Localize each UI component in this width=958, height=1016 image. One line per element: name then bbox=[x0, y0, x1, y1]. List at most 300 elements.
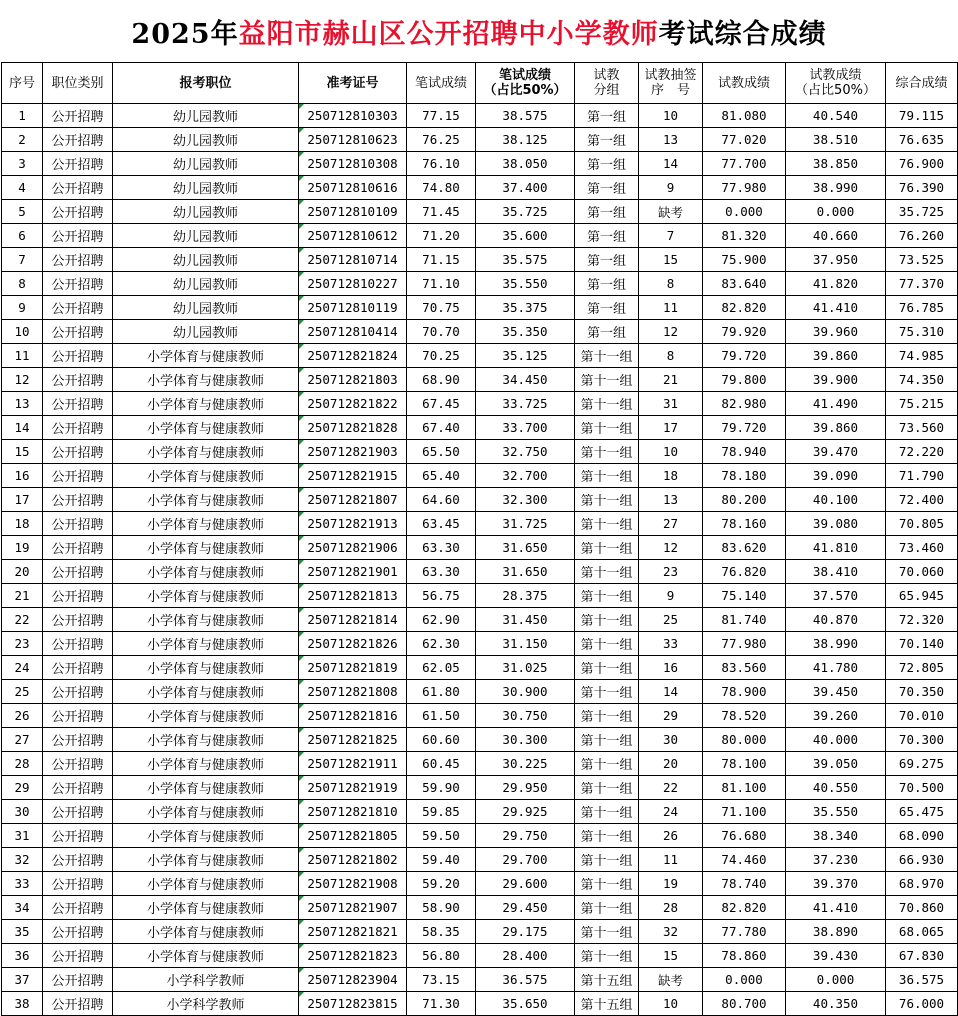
cell-group: 第一组 bbox=[575, 224, 639, 248]
cell-group: 第十一组 bbox=[575, 464, 639, 488]
cell-total: 70.300 bbox=[886, 728, 958, 752]
cell-seq: 38 bbox=[2, 992, 43, 1016]
cell-written: 68.90 bbox=[407, 368, 476, 392]
cell-written: 74.80 bbox=[407, 176, 476, 200]
cell-trial: 78.740 bbox=[703, 872, 786, 896]
cell-trial-pct: 38.510 bbox=[786, 128, 886, 152]
cell-trial: 79.720 bbox=[703, 416, 786, 440]
cell-position: 小学体育与健康教师 bbox=[113, 680, 299, 704]
cell-category: 公开招聘 bbox=[43, 104, 113, 128]
cell-exam-id: 250712821813 bbox=[299, 584, 407, 608]
cell-position: 小学体育与健康教师 bbox=[113, 704, 299, 728]
cell-seq: 11 bbox=[2, 344, 43, 368]
cell-trial: 80.200 bbox=[703, 488, 786, 512]
cell-trial: 0.000 bbox=[703, 968, 786, 992]
cell-position: 小学体育与健康教师 bbox=[113, 920, 299, 944]
cell-category: 公开招聘 bbox=[43, 296, 113, 320]
cell-written-pct: 28.375 bbox=[476, 584, 575, 608]
cell-written: 70.75 bbox=[407, 296, 476, 320]
cell-exam-id: 250712823904 bbox=[299, 968, 407, 992]
cell-written: 71.10 bbox=[407, 272, 476, 296]
table-row bbox=[2, 368, 958, 392]
cell-written: 67.40 bbox=[407, 416, 476, 440]
cell-group: 第十一组 bbox=[575, 776, 639, 800]
cell-draw-number: 10 bbox=[639, 440, 703, 464]
cell-total: 75.310 bbox=[886, 320, 958, 344]
cell-written-pct: 38.575 bbox=[476, 104, 575, 128]
cell-group: 第一组 bbox=[575, 176, 639, 200]
cell-exam-id: 250712810303 bbox=[299, 104, 407, 128]
cell-trial: 82.820 bbox=[703, 296, 786, 320]
header-category: 职位类别 bbox=[43, 63, 113, 104]
cell-group: 第一组 bbox=[575, 296, 639, 320]
header-draw-number: 试教抽签 序 号 bbox=[639, 63, 703, 104]
cell-category: 公开招聘 bbox=[43, 896, 113, 920]
cell-group: 第一组 bbox=[575, 320, 639, 344]
table-row bbox=[2, 656, 958, 680]
table-row bbox=[2, 752, 958, 776]
cell-category: 公开招聘 bbox=[43, 464, 113, 488]
cell-group: 第一组 bbox=[575, 272, 639, 296]
cell-draw-number: 13 bbox=[639, 128, 703, 152]
cell-total: 75.215 bbox=[886, 392, 958, 416]
header-written: 笔试成绩 bbox=[407, 63, 476, 104]
cell-exam-id: 250712821805 bbox=[299, 824, 407, 848]
cell-category: 公开招聘 bbox=[43, 680, 113, 704]
cell-trial-pct: 39.450 bbox=[786, 680, 886, 704]
cell-seq: 3 bbox=[2, 152, 43, 176]
cell-trial: 81.740 bbox=[703, 608, 786, 632]
cell-category: 公开招聘 bbox=[43, 848, 113, 872]
cell-position: 幼儿园教师 bbox=[113, 104, 299, 128]
cell-seq: 16 bbox=[2, 464, 43, 488]
cell-total: 79.115 bbox=[886, 104, 958, 128]
cell-seq: 10 bbox=[2, 320, 43, 344]
cell-trial: 71.100 bbox=[703, 800, 786, 824]
cell-draw-number: 22 bbox=[639, 776, 703, 800]
cell-group: 第一组 bbox=[575, 248, 639, 272]
header-position: 报考职位 bbox=[113, 63, 299, 104]
cell-position: 小学体育与健康教师 bbox=[113, 368, 299, 392]
cell-position: 小学体育与健康教师 bbox=[113, 608, 299, 632]
cell-draw-number: 29 bbox=[639, 704, 703, 728]
cell-position: 幼儿园教师 bbox=[113, 320, 299, 344]
cell-total: 36.575 bbox=[886, 968, 958, 992]
cell-trial-pct: 0.000 bbox=[786, 200, 886, 224]
cell-total: 73.460 bbox=[886, 536, 958, 560]
cell-written: 71.20 bbox=[407, 224, 476, 248]
cell-group: 第十一组 bbox=[575, 392, 639, 416]
cell-trial-pct: 40.350 bbox=[786, 992, 886, 1016]
cell-trial: 79.800 bbox=[703, 368, 786, 392]
cell-written: 64.60 bbox=[407, 488, 476, 512]
cell-trial-pct: 41.810 bbox=[786, 536, 886, 560]
cell-total: 76.000 bbox=[886, 992, 958, 1016]
cell-seq: 22 bbox=[2, 608, 43, 632]
cell-trial-pct: 38.410 bbox=[786, 560, 886, 584]
cell-trial-pct: 38.890 bbox=[786, 920, 886, 944]
cell-total: 73.560 bbox=[886, 416, 958, 440]
cell-seq: 6 bbox=[2, 224, 43, 248]
cell-draw-number: 8 bbox=[639, 344, 703, 368]
cell-trial-pct: 41.780 bbox=[786, 656, 886, 680]
title-year: 2025年 bbox=[131, 18, 239, 50]
cell-exam-id: 250712821919 bbox=[299, 776, 407, 800]
cell-draw-number: 10 bbox=[639, 104, 703, 128]
cell-written-pct: 29.600 bbox=[476, 872, 575, 896]
header-group: 试教 分组 bbox=[575, 63, 639, 104]
cell-category: 公开招聘 bbox=[43, 248, 113, 272]
cell-seq: 28 bbox=[2, 752, 43, 776]
cell-position: 小学体育与健康教师 bbox=[113, 392, 299, 416]
cell-total: 76.900 bbox=[886, 152, 958, 176]
table-row bbox=[2, 560, 958, 584]
cell-group: 第十一组 bbox=[575, 872, 639, 896]
table-row bbox=[2, 824, 958, 848]
cell-trial-pct: 39.470 bbox=[786, 440, 886, 464]
cell-seq: 33 bbox=[2, 872, 43, 896]
cell-total: 68.090 bbox=[886, 824, 958, 848]
cell-written: 62.05 bbox=[407, 656, 476, 680]
table-row bbox=[2, 848, 958, 872]
cell-category: 公开招聘 bbox=[43, 920, 113, 944]
table-row bbox=[2, 536, 958, 560]
header-trial: 试教成绩 bbox=[703, 63, 786, 104]
cell-group: 第十一组 bbox=[575, 512, 639, 536]
table-row bbox=[2, 584, 958, 608]
cell-trial: 81.080 bbox=[703, 104, 786, 128]
table-row bbox=[2, 944, 958, 968]
cell-exam-id: 250712821807 bbox=[299, 488, 407, 512]
cell-category: 公开招聘 bbox=[43, 176, 113, 200]
cell-trial: 78.940 bbox=[703, 440, 786, 464]
cell-written-pct: 29.450 bbox=[476, 896, 575, 920]
cell-seq: 37 bbox=[2, 968, 43, 992]
cell-category: 公开招聘 bbox=[43, 560, 113, 584]
cell-position: 小学体育与健康教师 bbox=[113, 344, 299, 368]
cell-trial: 78.160 bbox=[703, 512, 786, 536]
cell-exam-id: 250712821819 bbox=[299, 656, 407, 680]
cell-seq: 26 bbox=[2, 704, 43, 728]
table-row bbox=[2, 296, 958, 320]
cell-category: 公开招聘 bbox=[43, 152, 113, 176]
cell-exam-id: 250712810308 bbox=[299, 152, 407, 176]
cell-written: 77.15 bbox=[407, 104, 476, 128]
cell-position: 小学体育与健康教师 bbox=[113, 488, 299, 512]
cell-draw-number: 26 bbox=[639, 824, 703, 848]
cell-total: 68.065 bbox=[886, 920, 958, 944]
table-row bbox=[2, 272, 958, 296]
cell-category: 公开招聘 bbox=[43, 368, 113, 392]
cell-position: 小学体育与健康教师 bbox=[113, 728, 299, 752]
cell-total: 76.260 bbox=[886, 224, 958, 248]
cell-written-pct: 35.350 bbox=[476, 320, 575, 344]
cell-trial: 79.720 bbox=[703, 344, 786, 368]
cell-written-pct: 29.950 bbox=[476, 776, 575, 800]
cell-draw-number: 17 bbox=[639, 416, 703, 440]
cell-group: 第十一组 bbox=[575, 608, 639, 632]
cell-total: 76.785 bbox=[886, 296, 958, 320]
cell-exam-id: 250712821816 bbox=[299, 704, 407, 728]
cell-seq: 9 bbox=[2, 296, 43, 320]
cell-group: 第十一组 bbox=[575, 728, 639, 752]
cell-written-pct: 38.050 bbox=[476, 152, 575, 176]
cell-seq: 17 bbox=[2, 488, 43, 512]
cell-written: 56.75 bbox=[407, 584, 476, 608]
cell-total: 68.970 bbox=[886, 872, 958, 896]
cell-category: 公开招聘 bbox=[43, 968, 113, 992]
cell-total: 73.525 bbox=[886, 248, 958, 272]
cell-group: 第十一组 bbox=[575, 896, 639, 920]
cell-written: 73.15 bbox=[407, 968, 476, 992]
cell-category: 公开招聘 bbox=[43, 392, 113, 416]
cell-group: 第十五组 bbox=[575, 968, 639, 992]
cell-written: 56.80 bbox=[407, 944, 476, 968]
cell-category: 公开招聘 bbox=[43, 872, 113, 896]
cell-total: 66.930 bbox=[886, 848, 958, 872]
cell-written: 59.50 bbox=[407, 824, 476, 848]
cell-trial: 81.320 bbox=[703, 224, 786, 248]
cell-total: 70.140 bbox=[886, 632, 958, 656]
cell-exam-id: 250712821911 bbox=[299, 752, 407, 776]
cell-trial: 78.520 bbox=[703, 704, 786, 728]
cell-category: 公开招聘 bbox=[43, 992, 113, 1016]
cell-group: 第十一组 bbox=[575, 944, 639, 968]
cell-draw-number: 18 bbox=[639, 464, 703, 488]
cell-exam-id: 250712821810 bbox=[299, 800, 407, 824]
table-row bbox=[2, 512, 958, 536]
cell-group: 第十一组 bbox=[575, 800, 639, 824]
table-row bbox=[2, 800, 958, 824]
cell-category: 公开招聘 bbox=[43, 224, 113, 248]
cell-trial-pct: 39.430 bbox=[786, 944, 886, 968]
cell-written-pct: 35.725 bbox=[476, 200, 575, 224]
cell-written: 71.30 bbox=[407, 992, 476, 1016]
cell-trial: 77.020 bbox=[703, 128, 786, 152]
cell-seq: 13 bbox=[2, 392, 43, 416]
cell-draw-number: 19 bbox=[639, 872, 703, 896]
cell-written-pct: 28.400 bbox=[476, 944, 575, 968]
cell-trial: 76.820 bbox=[703, 560, 786, 584]
cell-total: 70.060 bbox=[886, 560, 958, 584]
cell-position: 小学体育与健康教师 bbox=[113, 464, 299, 488]
cell-trial: 75.900 bbox=[703, 248, 786, 272]
cell-written-pct: 32.750 bbox=[476, 440, 575, 464]
cell-written-pct: 35.600 bbox=[476, 224, 575, 248]
header-exam-id: 准考证号 bbox=[299, 63, 407, 104]
cell-trial-pct: 39.080 bbox=[786, 512, 886, 536]
cell-written-pct: 36.575 bbox=[476, 968, 575, 992]
cell-category: 公开招聘 bbox=[43, 200, 113, 224]
cell-group: 第十一组 bbox=[575, 536, 639, 560]
cell-written: 65.40 bbox=[407, 464, 476, 488]
cell-trial-pct: 40.550 bbox=[786, 776, 886, 800]
cell-exam-id: 250712821907 bbox=[299, 896, 407, 920]
cell-trial: 0.000 bbox=[703, 200, 786, 224]
cell-position: 幼儿园教师 bbox=[113, 176, 299, 200]
table-row bbox=[2, 968, 958, 992]
cell-position: 小学科学教师 bbox=[113, 992, 299, 1016]
cell-group: 第十一组 bbox=[575, 488, 639, 512]
header-seq: 序号 bbox=[2, 63, 43, 104]
cell-written: 70.25 bbox=[407, 344, 476, 368]
cell-total: 72.400 bbox=[886, 488, 958, 512]
cell-total: 67.830 bbox=[886, 944, 958, 968]
table-body bbox=[2, 104, 958, 1016]
cell-total: 70.860 bbox=[886, 896, 958, 920]
cell-exam-id: 250712823815 bbox=[299, 992, 407, 1016]
cell-exam-id: 250712821823 bbox=[299, 944, 407, 968]
cell-position: 小学科学教师 bbox=[113, 968, 299, 992]
cell-written-pct: 37.400 bbox=[476, 176, 575, 200]
cell-position: 小学体育与健康教师 bbox=[113, 848, 299, 872]
cell-category: 公开招聘 bbox=[43, 440, 113, 464]
table-row bbox=[2, 104, 958, 128]
cell-category: 公开招聘 bbox=[43, 272, 113, 296]
cell-written: 76.10 bbox=[407, 152, 476, 176]
cell-exam-id: 250712810616 bbox=[299, 176, 407, 200]
cell-category: 公开招聘 bbox=[43, 752, 113, 776]
cell-draw-number: 32 bbox=[639, 920, 703, 944]
cell-group: 第十一组 bbox=[575, 344, 639, 368]
cell-exam-id: 250712810623 bbox=[299, 128, 407, 152]
cell-group: 第一组 bbox=[575, 200, 639, 224]
cell-written-pct: 29.175 bbox=[476, 920, 575, 944]
cell-group: 第十一组 bbox=[575, 368, 639, 392]
cell-seq: 5 bbox=[2, 200, 43, 224]
cell-position: 幼儿园教师 bbox=[113, 296, 299, 320]
cell-group: 第十一组 bbox=[575, 560, 639, 584]
cell-trial-pct: 37.950 bbox=[786, 248, 886, 272]
cell-total: 72.220 bbox=[886, 440, 958, 464]
cell-seq: 32 bbox=[2, 848, 43, 872]
cell-category: 公开招聘 bbox=[43, 416, 113, 440]
cell-written-pct: 29.750 bbox=[476, 824, 575, 848]
cell-total: 74.985 bbox=[886, 344, 958, 368]
cell-written-pct: 35.550 bbox=[476, 272, 575, 296]
cell-total: 77.370 bbox=[886, 272, 958, 296]
cell-exam-id: 250712821822 bbox=[299, 392, 407, 416]
cell-written: 59.40 bbox=[407, 848, 476, 872]
cell-trial-pct: 35.550 bbox=[786, 800, 886, 824]
cell-group: 第一组 bbox=[575, 104, 639, 128]
cell-trial: 78.180 bbox=[703, 464, 786, 488]
cell-draw-number: 28 bbox=[639, 896, 703, 920]
cell-total: 72.320 bbox=[886, 608, 958, 632]
table-row bbox=[2, 704, 958, 728]
cell-seq: 29 bbox=[2, 776, 43, 800]
cell-draw-number: 25 bbox=[639, 608, 703, 632]
cell-written: 63.30 bbox=[407, 560, 476, 584]
cell-trial-pct: 38.990 bbox=[786, 632, 886, 656]
cell-draw-number: 缺考 bbox=[639, 968, 703, 992]
cell-category: 公开招聘 bbox=[43, 944, 113, 968]
cell-trial: 83.620 bbox=[703, 536, 786, 560]
cell-draw-number: 11 bbox=[639, 848, 703, 872]
cell-exam-id: 250712821824 bbox=[299, 344, 407, 368]
cell-written-pct: 30.750 bbox=[476, 704, 575, 728]
cell-category: 公开招聘 bbox=[43, 728, 113, 752]
cell-written-pct: 32.300 bbox=[476, 488, 575, 512]
cell-draw-number: 24 bbox=[639, 800, 703, 824]
cell-written-pct: 35.650 bbox=[476, 992, 575, 1016]
cell-group: 第十一组 bbox=[575, 416, 639, 440]
cell-total: 72.805 bbox=[886, 656, 958, 680]
cell-draw-number: 11 bbox=[639, 296, 703, 320]
cell-draw-number: 14 bbox=[639, 152, 703, 176]
cell-category: 公开招聘 bbox=[43, 656, 113, 680]
table-row bbox=[2, 992, 958, 1016]
cell-position: 幼儿园教师 bbox=[113, 200, 299, 224]
cell-written: 59.20 bbox=[407, 872, 476, 896]
cell-exam-id: 250712821814 bbox=[299, 608, 407, 632]
cell-written: 58.90 bbox=[407, 896, 476, 920]
cell-written-pct: 31.650 bbox=[476, 560, 575, 584]
cell-total: 76.635 bbox=[886, 128, 958, 152]
cell-draw-number: 31 bbox=[639, 392, 703, 416]
cell-trial-pct: 41.410 bbox=[786, 296, 886, 320]
cell-position: 小学体育与健康教师 bbox=[113, 416, 299, 440]
cell-trial-pct: 41.490 bbox=[786, 392, 886, 416]
page-title bbox=[0, 0, 958, 62]
cell-trial-pct: 39.860 bbox=[786, 416, 886, 440]
cell-seq: 27 bbox=[2, 728, 43, 752]
cell-draw-number: 9 bbox=[639, 176, 703, 200]
cell-written: 60.60 bbox=[407, 728, 476, 752]
cell-position: 幼儿园教师 bbox=[113, 248, 299, 272]
table-row bbox=[2, 896, 958, 920]
cell-trial: 80.700 bbox=[703, 992, 786, 1016]
cell-draw-number: 9 bbox=[639, 584, 703, 608]
table-row bbox=[2, 920, 958, 944]
cell-position: 小学体育与健康教师 bbox=[113, 896, 299, 920]
cell-seq: 36 bbox=[2, 944, 43, 968]
cell-exam-id: 250712821915 bbox=[299, 464, 407, 488]
cell-draw-number: 7 bbox=[639, 224, 703, 248]
cell-draw-number: 13 bbox=[639, 488, 703, 512]
cell-group: 第十一组 bbox=[575, 920, 639, 944]
cell-exam-id: 250712810414 bbox=[299, 320, 407, 344]
cell-trial-pct: 38.340 bbox=[786, 824, 886, 848]
cell-exam-id: 250712810714 bbox=[299, 248, 407, 272]
cell-trial-pct: 40.660 bbox=[786, 224, 886, 248]
cell-total: 70.500 bbox=[886, 776, 958, 800]
cell-total: 70.010 bbox=[886, 704, 958, 728]
cell-seq: 1 bbox=[2, 104, 43, 128]
cell-exam-id: 250712821913 bbox=[299, 512, 407, 536]
cell-written-pct: 31.150 bbox=[476, 632, 575, 656]
cell-written: 63.30 bbox=[407, 536, 476, 560]
cell-seq: 21 bbox=[2, 584, 43, 608]
cell-trial: 82.980 bbox=[703, 392, 786, 416]
cell-trial: 78.860 bbox=[703, 944, 786, 968]
header-written-pct: 笔试成绩 （占比50%） bbox=[476, 63, 575, 104]
cell-category: 公开招聘 bbox=[43, 344, 113, 368]
cell-trial-pct: 38.850 bbox=[786, 152, 886, 176]
cell-written-pct: 38.125 bbox=[476, 128, 575, 152]
header-total: 综合成绩 bbox=[886, 63, 958, 104]
cell-seq: 23 bbox=[2, 632, 43, 656]
table-row bbox=[2, 200, 958, 224]
cell-seq: 15 bbox=[2, 440, 43, 464]
cell-written-pct: 31.725 bbox=[476, 512, 575, 536]
cell-exam-id: 250712821903 bbox=[299, 440, 407, 464]
table-row bbox=[2, 320, 958, 344]
cell-written-pct: 30.900 bbox=[476, 680, 575, 704]
cell-exam-id: 250712821803 bbox=[299, 368, 407, 392]
cell-written-pct: 32.700 bbox=[476, 464, 575, 488]
cell-total: 70.805 bbox=[886, 512, 958, 536]
